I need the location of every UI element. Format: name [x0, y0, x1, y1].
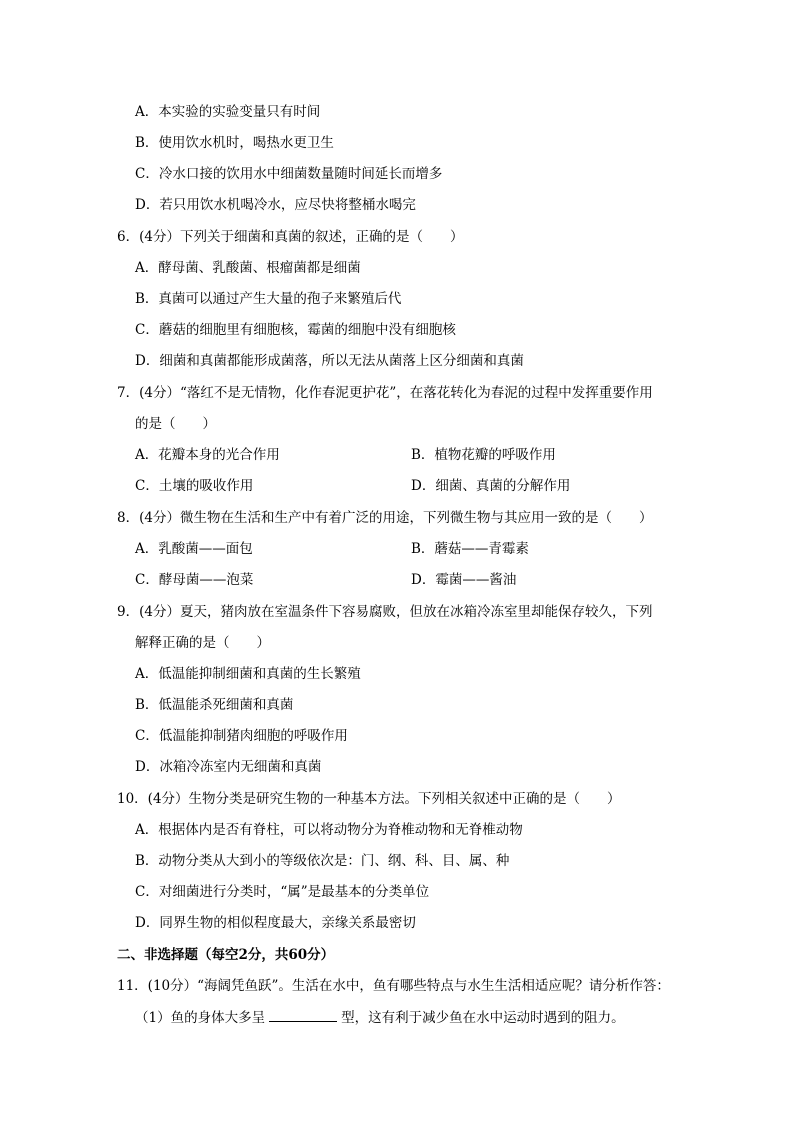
q10-option-b: B．动物分类从大到小的等级依次是：门、纲、科、目、属、种	[135, 853, 510, 869]
q5-option-d: D．若只用饮水机喝冷水，应尽快将整桶水喝完	[135, 197, 416, 213]
q11-sub1-text-before: （1）鱼的身体大多呈	[135, 1010, 266, 1026]
q5-option-c: C．冷水口接的饮用水中细菌数量随时间延长而增多	[135, 166, 443, 182]
q6-option-a: A．酵母菌、乳酸菌、根瘤菌都是细菌	[135, 260, 361, 276]
q9-option-c: C．低温能抑制猪肉细胞的呼吸作用	[135, 728, 348, 744]
q6-option-d: D．细菌和真菌都能形成菌落，所以无法从菌落上区分细菌和真菌	[135, 353, 524, 369]
q5-option-b: B．使用饮水机时，喝热水更卫生	[135, 135, 334, 151]
q8-stem: 8．(4分）微生物在生活和生产中有着广泛的用途，下列微生物与其应用一致的是（ ）	[117, 510, 653, 526]
q9-option-b: B．低温能杀死细菌和真菌	[135, 697, 294, 713]
q7-option-c: C．土壤的吸收作用	[135, 478, 254, 494]
q8-option-d: D．霉菌——酱油	[411, 572, 517, 588]
q11-sub1	[135, 1009, 625, 1027]
q8-option-b: B．蘑菇——青霉素	[411, 541, 529, 557]
q5-option-a: A．本实验的实验变量只有时间	[135, 104, 321, 120]
q6-option-b: B．真菌可以通过产生大量的孢子来繁殖后代	[135, 291, 402, 307]
q7-option-b: B．植物花瓣的呼吸作用	[411, 447, 556, 463]
answer-blank[interactable]	[269, 1009, 337, 1022]
q6-option-c: C．蘑菇的细胞里有细胞核，霉菌的细胞中没有细胞核	[135, 322, 456, 338]
q9-option-a: A．低温能抑制细菌和真菌的生长繁殖	[135, 666, 361, 682]
q7-stem: 7．(4分）“落红不是无情物，化作春泥更护花”，在落花转化为春泥的过程中发挥重要作用	[117, 385, 653, 401]
q8-option-a: A．乳酸菌——面包	[135, 541, 253, 557]
q10-stem: 10．(4分）生物分类是研究生物的一种基本方法。下列相关叙述中正确的是（ ）	[117, 791, 621, 807]
q9-option-d: D．冰箱冷冻室内无细菌和真菌	[135, 759, 322, 775]
q7-option-d: D．细菌、真菌的分解作用	[411, 478, 571, 494]
q7-stem-continued: 的是（ ）	[135, 416, 216, 432]
q10-option-d: D．同界生物的相似程度最大，亲缘关系最密切	[135, 915, 416, 931]
q8-option-c: C．酵母菌——泡菜	[135, 572, 254, 588]
section-heading: 二、非选择题（每空2分，共60分）	[117, 947, 335, 963]
q10-option-a: A．根据体内是否有脊柱，可以将动物分为脊椎动物和无脊椎动物	[135, 822, 523, 838]
q10-option-c: C．对细菌进行分类时，“属”是最基本的分类单位	[135, 884, 430, 900]
q11-stem: 11．(10分）“海阔凭鱼跃”。生活在水中，鱼有哪些特点与水生生活相适应呢？请分析作答：	[117, 978, 670, 994]
q9-stem: 9．(4分）夏天，猪肉放在室温条件下容易腐败，但放在冰箱冷冻室里却能保存较久，下列	[117, 604, 653, 620]
q9-stem-continued: 解释正确的是（ ）	[135, 635, 270, 651]
q6-stem: 6．(4分）下列关于细菌和真菌的叙述，正确的是（ ）	[117, 229, 464, 245]
q7-option-a: A．花瓣本身的光合作用	[135, 447, 280, 463]
q11-sub1-text-after: 型，这有利于减少鱼在水中运动时遇到的阻力。	[341, 1010, 625, 1026]
